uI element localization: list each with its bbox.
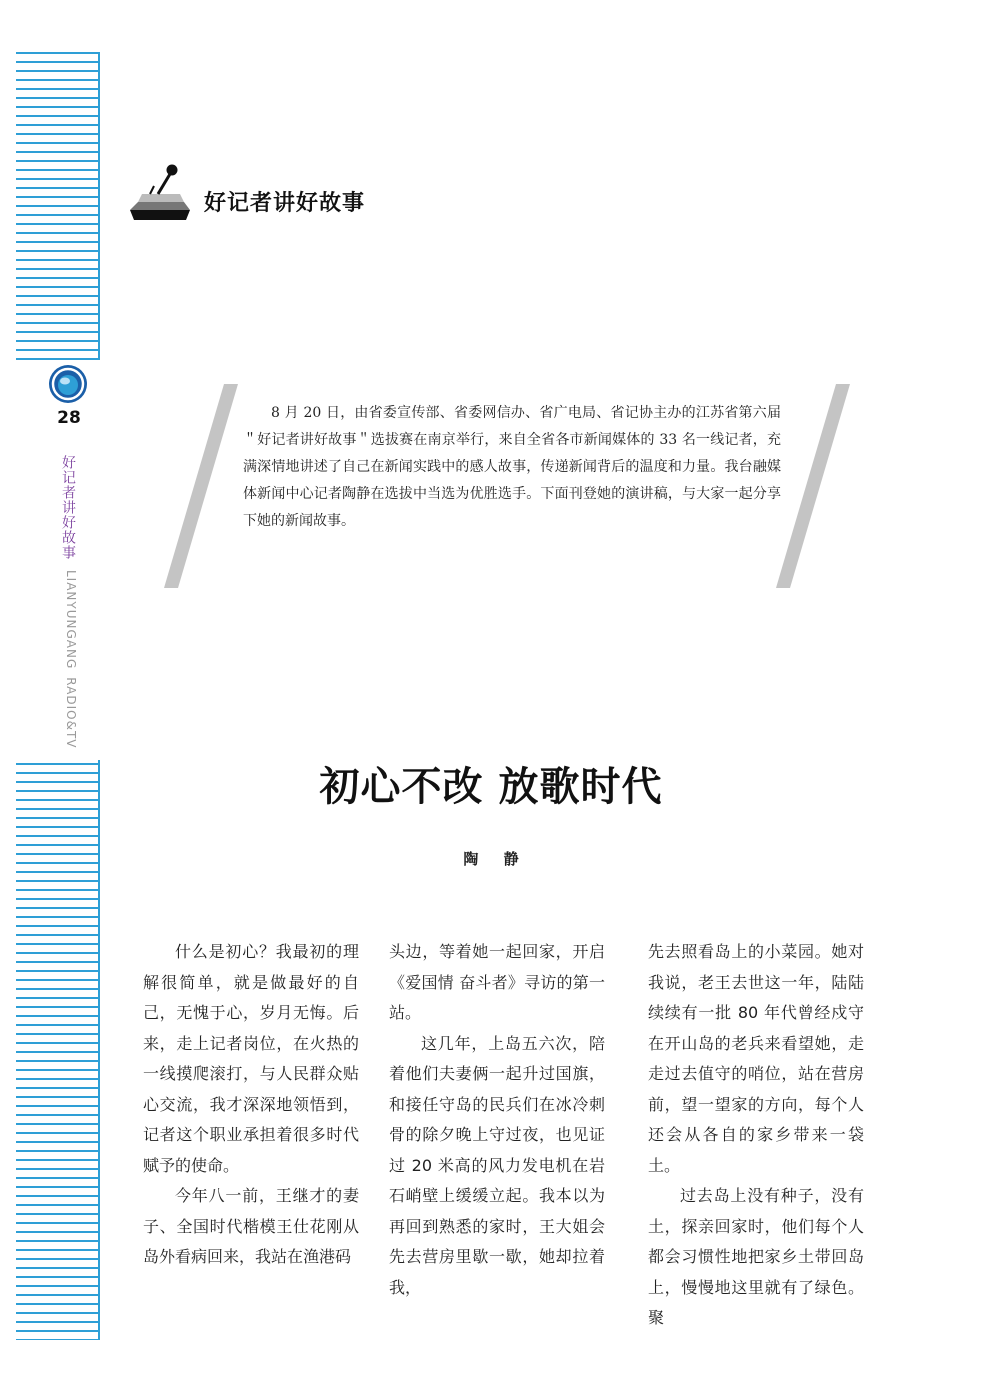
globe-emblem-icon [48, 364, 88, 404]
article-headline: 初心不改 放歌时代 [319, 764, 663, 810]
sidebar-vertical-subtitle [58, 570, 78, 748]
article-column-1 [143, 937, 359, 1273]
intro-paragraph: 8 月 20 日，由省委宣传部、省委网信办、省广电局、省记协主办的江苏省第六届＂好记者讲好故事＂选拔赛在南京举行，来自全省各市新闻媒体的 33 名一线记者，充满深情地讲述了自己在新闻实践中的感人故事，传递新闻背后的温度和力量。我台融媒体新闻中心记者陶静在选拔中当选为优胜选手。下面刊登她的演讲稿，与大家一起分享下她的新闻故事。 [243, 405, 781, 529]
paragraph: 这几年，上岛五六次，陪着他们夫妻俩一起升过国旗，和接任守岛的民兵们在冰冷刺骨的除夕晚上守过夜，也见证过 20 米高的风力发电机在岩石峭壁上缓缓立起。我本以为再回到熟悉的家时，王大姐会先去营房里歇一歇，她却拉着我， [389, 1033, 605, 1297]
article-author: 陶 静 [463, 850, 529, 868]
page-number: 28 [57, 408, 81, 428]
paragraph: 头边，等着她一起回家，开启《爱国情 奋斗者》寻访的第一站。 [389, 942, 605, 1022]
microphone-icon [128, 160, 192, 222]
sidebar-sub-part-1: LIANYUNGANG [64, 570, 78, 670]
right-slash-decoration [776, 384, 850, 588]
paragraph: 过去岛上没有种子，没有土，探亲回家时，他们每个人都会习惯性地把家乡土带回岛上，慢慢地这里就有了绿色。聚 [648, 1186, 864, 1327]
paragraph: 今年八一前，王继才的妻子、全国时代楷模王仕花刚从岛外看病回来，我站在渔港码 [143, 1186, 359, 1266]
paragraph: 什么是初心？我最初的理解很简单，就是做最好的自己，无愧于心，岁月无悔。后来，走上记者岗位，在火热的一线摸爬滚打，与人民群众贴心交流，我才深深地领悟到，记者这个职业承担着很多时代赋予的使命。 [143, 942, 359, 1175]
section-title: 好记者讲好故事 [204, 191, 366, 216]
sidebar-sub-part-2: RADIO&TV [64, 677, 78, 749]
article-column-2 [389, 937, 605, 1303]
sidebar-vertical-title: 好记者讲好故事 [60, 455, 76, 560]
left-slash-decoration [164, 384, 238, 588]
article-column-3 [648, 937, 864, 1334]
paragraph: 先去照看岛上的小菜园。她对我说，老王去世这一年，陆陆续续有一批 80 年代曾经戍守在开山岛的老兵来看望她，走走过去值守的哨位，站在营房前，望一望家的方向，每个人还会从各自的家乡带来一袋土。 [648, 942, 864, 1175]
